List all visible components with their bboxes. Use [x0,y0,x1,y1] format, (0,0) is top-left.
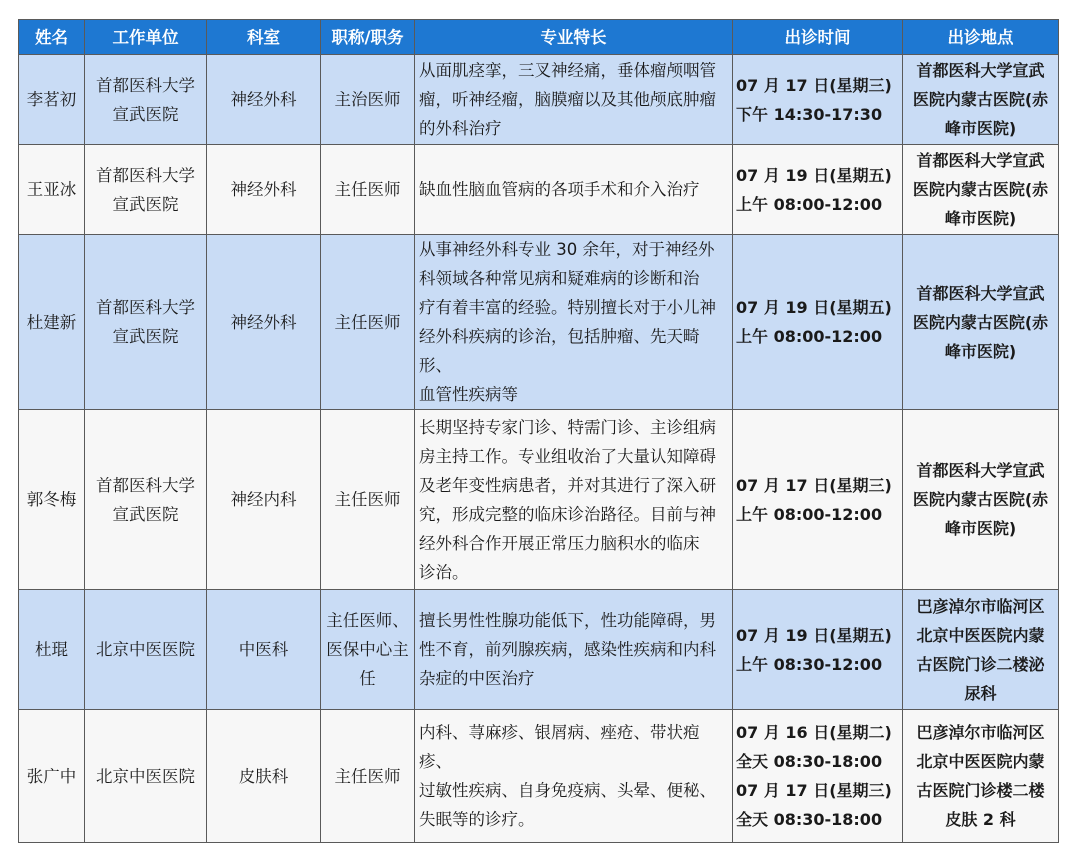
specialty-line: 性不育，前列腺疾病，感染性疾病和内科 [419,640,716,659]
department: 神经外科 [207,145,321,235]
specialty-line: 疗有着丰富的经验。特别擅长对于小儿神 [419,298,716,317]
specialty-line: 经外科疾病的诊治，包括肿瘤、先天畸形、 [419,327,700,375]
location-line: 峰市医院) [944,341,1017,361]
location-line: 峰市医院) [944,519,1017,538]
work-unit [85,710,207,843]
work-unit [85,590,207,710]
specialty-line: 经外科合作开展正常压力脑积水的临床 [419,533,700,553]
location-line: 巴彦淖尔市临河区 [916,723,1045,742]
clinic-time [733,710,903,843]
time-line: 07 月 19 日(星期五) [736,298,892,317]
specialty-line: 长期坚持专家门诊、特需门诊、主诊组病 [419,417,716,437]
title-line: 主任医师 [334,312,401,332]
specialty-line: 究，形成完整的临床诊治路径。目前与神 [419,504,716,524]
location-line: 尿科 [964,683,997,703]
clinic-time [733,55,903,145]
specialty-line: 的外科治疗 [419,119,502,138]
doctor-name: 李茗初 [19,55,85,145]
specialty-line: 血管性疾病等 [419,385,518,404]
title-line: 任 [359,669,376,688]
clinic-location [903,145,1059,235]
department: 中医科 [207,590,321,710]
clinic-location [903,590,1059,710]
job-title [321,590,415,710]
work-unit [85,145,207,235]
specialty [415,145,733,235]
header-location: 出诊地点 [903,20,1059,55]
specialty-line: 缺血性脑血管病的各项手术和介入治疗 [419,180,700,199]
department: 皮肤科 [207,710,321,843]
specialty [415,710,733,843]
unit-line: 首都医科大学 [96,75,195,95]
specialty-line: 从面肌痉挛，三叉神经痛，垂体瘤颅咽管 [419,61,716,80]
specialty-line: 诊治。 [419,562,469,582]
location-line: 峰市医院) [944,209,1017,228]
location-line: 北京中医医院内蒙 [916,625,1045,645]
header-specialty: 专业特长 [415,20,733,55]
table-row [19,590,1059,710]
location-line: 首都医科大学宣武 [916,61,1045,80]
clinic-time [733,235,903,410]
time-line: 07 月 17 日(星期三) [736,475,892,495]
specialty-line: 内科、荨麻疹、银屑病、痤疮、带状疱疹、 [419,723,700,771]
specialty-line: 科领域各种常见病和疑难病的诊断和治 [419,269,700,288]
unit-line: 北京中医医院 [96,640,195,659]
department: 神经内科 [207,410,321,590]
header-time: 出诊时间 [733,20,903,55]
title-line: 主任医师 [334,766,401,786]
department: 神经外科 [207,55,321,145]
table-row [19,145,1059,235]
unit-line: 首都医科大学 [96,475,195,495]
unit-line: 宣武医院 [112,327,179,346]
doctor-name: 杜建新 [19,235,85,410]
header-name: 姓名 [19,20,85,55]
job-title [321,710,415,843]
clinic-location [903,55,1059,145]
location-line: 巴彦淖尔市临河区 [916,596,1045,616]
work-unit [85,235,207,410]
header-title: 职称/职务 [321,20,415,55]
time-line: 07 月 17 日(星期三) [736,781,892,800]
title-line: 主任医师、 [326,611,409,630]
location-line: 医院内蒙古医院(赤 [912,490,1049,509]
doctor-name: 张广中 [19,710,85,843]
time-line: 07 月 16 日(星期二) [736,723,892,742]
time-line: 上午 08:00-12:00 [736,504,883,524]
job-title [321,410,415,590]
department: 神经外科 [207,235,321,410]
clinic-time [733,145,903,235]
location-line: 皮肤 2 科 [945,810,1016,829]
title-line: 医保中心主 [326,640,409,659]
title-line: 主任医师 [334,490,401,509]
unit-line: 宣武医院 [112,194,179,214]
location-line: 首都医科大学宣武 [916,461,1045,480]
unit-line: 宣武医院 [112,104,179,124]
table-row [19,710,1059,843]
time-line: 上午 08:00-12:00 [736,194,883,214]
table-row [19,235,1059,410]
time-line: 07 月 19 日(星期五) [736,165,892,185]
location-line: 医院内蒙古医院(赤 [912,180,1049,199]
time-line: 全天 08:30-18:00 [736,752,883,771]
clinic-time [733,410,903,590]
doctor-name: 郭冬梅 [19,410,85,590]
header-row [19,20,1059,55]
clinic-time [733,590,903,710]
doctor-name: 杜琨 [19,590,85,710]
time-line: 上午 08:30-12:00 [736,654,883,674]
specialty [415,590,733,710]
unit-line: 北京中医医院 [96,766,195,786]
title-line: 主任医师 [334,180,401,199]
work-unit [85,55,207,145]
specialty-line: 杂症的中医治疗 [419,669,535,688]
job-title [321,235,415,410]
time-line: 07 月 19 日(星期五) [736,625,892,645]
table-row [19,55,1059,145]
specialty-line: 擅长男性性腺功能低下，性功能障碍，男 [419,611,716,630]
specialty [415,410,733,590]
clinic-location [903,710,1059,843]
specialty-line: 房主持工作。专业组收治了大量认知障碍 [419,446,716,466]
specialty-line: 从事神经外科专业 30 余年，对于神经外 [419,240,715,259]
time-line: 07 月 17 日(星期三) [736,75,892,95]
job-title [321,145,415,235]
doctor-name: 王亚冰 [19,145,85,235]
clinic-location [903,410,1059,590]
specialty-line: 瘤，听神经瘤，脑膜瘤以及其他颅底肿瘤 [419,90,716,109]
time-line: 下午 14:30-17:30 [736,104,883,124]
location-line: 古医院门诊二楼泌 [916,654,1045,674]
clinic-location [903,235,1059,410]
location-line: 北京中医医院内蒙 [916,752,1045,771]
specialty-line: 过敏性疾病、自身免疫病、头晕、便秘、 [419,781,716,800]
specialty-line: 及老年变性病患者，并对其进行了深入研 [419,475,716,495]
unit-line: 首都医科大学 [96,165,195,185]
location-line: 医院内蒙古医院(赤 [912,90,1049,109]
time-line: 上午 08:00-12:00 [736,327,883,346]
location-line: 医院内蒙古医院(赤 [912,312,1049,332]
location-line: 古医院门诊楼二楼 [916,781,1045,800]
specialty-line: 失眠等的诊疗。 [419,810,535,829]
job-title [321,55,415,145]
location-line: 首都医科大学宣武 [916,151,1045,170]
table-row [19,410,1059,590]
header-unit: 工作单位 [85,20,207,55]
specialty [415,55,733,145]
header-dept: 科室 [207,20,321,55]
specialty [415,235,733,410]
schedule-table [18,19,1059,843]
title-line: 主治医师 [334,90,401,109]
work-unit [85,410,207,590]
unit-line: 宣武医院 [112,504,179,524]
unit-line: 首都医科大学 [96,298,195,317]
location-line: 峰市医院) [944,119,1017,138]
time-line: 全天 08:30-18:00 [736,810,883,829]
location-line: 首都医科大学宣武 [916,283,1045,303]
